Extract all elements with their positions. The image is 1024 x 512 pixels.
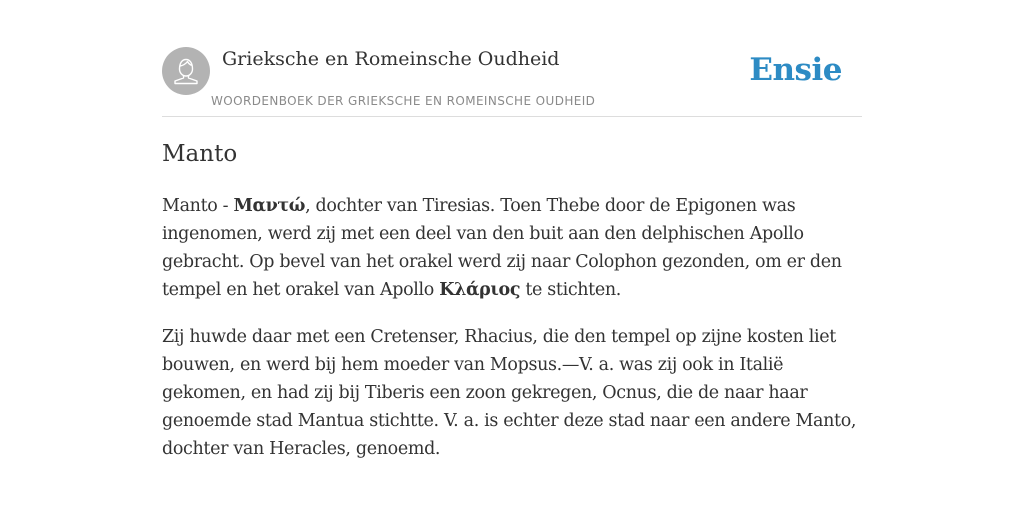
- entry-title: Manto: [162, 141, 238, 167]
- entry-text-mid: , dochter van Tiresias. Toen Thebe door de Epigonen was ingenomen, werd zij met een deel van den buit aan den delphischen Apollo gebracht. Op bevel van het orakel werd zij naar Colophon gezonden, om er den tempel en het orakel van Apollo: [162, 196, 842, 300]
- entry-lead: Manto -: [162, 196, 234, 216]
- greek-term-manto: Μαντώ: [233, 196, 306, 216]
- entry-body: [162, 192, 862, 482]
- source-title-link[interactable]: Grieksche en Romeinsche Oudheid: [222, 48, 560, 70]
- entry-text-tail: te stichten.: [520, 280, 622, 300]
- entry-paragraph-2: Zij huwde daar met een Cretenser, Rhacius, die den tempel op zijne kosten liet bouwen, en werd bij hem moeder van Mopsus.—V. a. was zij ook in Italië gekomen, en had zij bij Tiberis een zoon gekregen, Ocnus, die de naar haar genoemde stad Mantua stichtte. V. a. is echter deze stad naar een andere Manto, dochter van Heracles, genoemd.: [162, 327, 857, 459]
- greek-term-klarios: Κλάριος: [439, 280, 521, 300]
- brand-logo[interactable]: Ensie: [749, 52, 842, 88]
- entry-paragraph-1: [162, 192, 862, 304]
- user-avatar-icon[interactable]: [162, 47, 210, 95]
- source-subtitle: WOORDENBOEK DER GRIEKSCHE EN ROMEINSCHE OUDHEID: [211, 94, 596, 108]
- source-header: [162, 44, 862, 117]
